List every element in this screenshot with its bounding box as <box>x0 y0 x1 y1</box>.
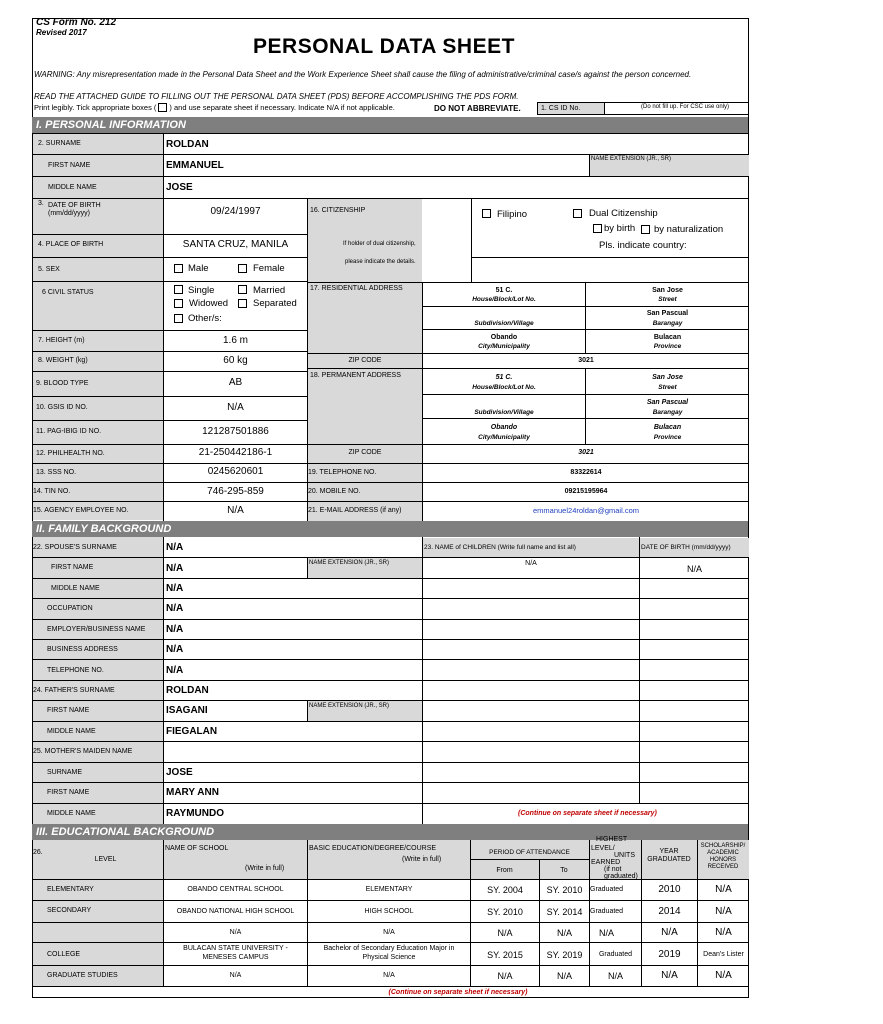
edu-units-college[interactable]: Graduated <box>598 951 633 958</box>
col-highest-d: EARNED <box>591 859 621 866</box>
children-dob-label: DATE OF BIRTH (mm/dd/yyyy) <box>641 544 731 551</box>
edu-to-graduate[interactable]: N/A <box>556 971 572 981</box>
edu-to-secondary[interactable]: SY. 2014 <box>546 907 583 917</box>
col-year-header: YEAR <box>659 848 679 855</box>
spouse-first-name-label: FIRST NAME <box>51 564 94 571</box>
occupation-label: OCCUPATION <box>47 605 93 612</box>
spouse-name-ext-label: NAME EXTENSION (JR., SR) <box>309 560 390 566</box>
edu-honors-vocational[interactable]: N/A <box>715 927 732 938</box>
edu-course-college-a[interactable]: Bachelor of Secondary Education Major in <box>323 945 455 952</box>
perm-barangay-label: Barangay <box>652 409 683 416</box>
spouse-first-name-value[interactable]: N/A <box>166 563 184 574</box>
dob-label-num: 3. <box>38 200 44 207</box>
civil-single-checkbox[interactable] <box>174 285 183 294</box>
col-course-header: BASIC EDUCATION/DEGREE/COURSE <box>309 845 437 852</box>
civil-widowed-label: Widowed <box>189 298 229 309</box>
tin-label: 14. TIN NO. <box>33 488 71 495</box>
perm-street-label: Street <box>658 384 677 391</box>
blood-type-value[interactable]: AB <box>228 377 243 388</box>
perm-subdivision-label: Subdivision/Village <box>474 409 534 416</box>
tick-sample-checkbox <box>158 103 167 112</box>
col-highest-header <box>590 836 641 880</box>
mother-first-name-value[interactable]: MARY ANN <box>166 787 219 798</box>
edu-year-college[interactable]: 2019 <box>658 949 681 960</box>
edu-to-elementary[interactable]: SY. 2010 <box>546 885 583 895</box>
father-first-name-value[interactable]: ISAGANI <box>166 705 208 716</box>
citizenship-note-a: If holder of dual citizenship, <box>343 241 416 247</box>
edu-school-elementary[interactable]: OBANDO CENTRAL SCHOOL <box>187 886 284 893</box>
dob-format-label: (mm/dd/yyyy) <box>48 210 90 217</box>
edu-units-elementary[interactable]: Graduated <box>590 886 624 893</box>
first-name-label: FIRST NAME <box>48 162 91 169</box>
education-number: 26. <box>33 849 43 856</box>
edu-year-graduate[interactable]: N/A <box>661 970 678 981</box>
spouse-telephone-value[interactable]: N/A <box>166 665 184 676</box>
weight-value[interactable]: 60 kg <box>223 355 248 366</box>
col-honors-header <box>697 843 749 871</box>
name-extension-label: NAME EXTENSION (JR., SR) <box>591 156 672 162</box>
section-family-background: II. FAMILY BACKGROUND <box>32 521 748 537</box>
page-title: PERSONAL DATA SHEET <box>253 35 515 58</box>
edu-year-elementary[interactable]: 2010 <box>658 884 681 895</box>
child-dob-value[interactable]: N/A <box>686 564 702 574</box>
dual-citizenship-label: Dual Citizenship <box>589 208 658 219</box>
col-highest-c: UNITS <box>614 852 635 859</box>
form-revision: Revised 2017 <box>36 28 87 37</box>
edu-honors-secondary[interactable]: N/A <box>715 906 732 917</box>
email-label: 21. E-MAIL ADDRESS (if any) <box>308 507 402 514</box>
pagibig-label: 11. PAG-IBIG ID NO. <box>36 428 102 435</box>
business-address-value[interactable]: N/A <box>166 644 184 655</box>
res-city-label: City/Municipality <box>478 343 530 350</box>
edu-school-college-a[interactable]: BULACAN STATE UNIVERSITY - <box>183 945 288 952</box>
edu-course-graduate[interactable]: N/A <box>383 972 395 979</box>
family-continue-note: (Continue on separate sheet if necessary) <box>518 810 657 817</box>
country-label: Pls. indicate country: <box>599 240 687 251</box>
edu-year-vocational[interactable]: N/A <box>661 927 678 938</box>
children-label: 23. NAME of CHILDREN (Write full name and list all) <box>424 544 576 551</box>
edu-to-college[interactable]: SY. 2019 <box>546 950 583 960</box>
col-honors-c: HONORS <box>709 857 737 863</box>
perm-zip-label: ZIP CODE <box>348 449 382 456</box>
sex-male-checkbox[interactable] <box>174 264 183 273</box>
employer-label: EMPLOYER/BUSINESS NAME <box>47 626 146 633</box>
citizenship-label: 16. CITIZENSHIP <box>310 207 366 214</box>
citizenship-note-b: please indicate the details. <box>345 259 416 265</box>
middle-name-value[interactable]: JOSE <box>166 182 193 193</box>
col-level-header: LEVEL <box>94 856 117 863</box>
edu-honors-college[interactable]: Dean's Lister <box>703 951 744 958</box>
philhealth-label: 12. PHILHEALTH NO. <box>36 450 105 457</box>
employer-value[interactable]: N/A <box>166 624 184 635</box>
education-level-column <box>33 879 163 986</box>
father-middle-name-value[interactable]: FIEGALAN <box>166 726 218 737</box>
edu-to-vocational[interactable]: N/A <box>556 928 572 938</box>
edu-units-graduate[interactable]: N/A <box>607 971 623 981</box>
mother-first-name-label: FIRST NAME <box>47 789 90 796</box>
res-province-label: Province <box>653 343 682 350</box>
pagibig-value[interactable]: 121287501886 <box>202 426 269 437</box>
form-number: CS Form No. 212 <box>36 17 117 28</box>
spouse-middle-name-value[interactable]: N/A <box>166 583 184 594</box>
res-zip-label: ZIP CODE <box>348 357 382 364</box>
occupation-value[interactable]: N/A <box>166 603 184 614</box>
sex-female-label: Female <box>253 263 285 274</box>
civil-widowed-checkbox[interactable] <box>174 299 183 308</box>
by-birth-label: by birth <box>604 223 636 234</box>
col-from-header: From <box>496 867 513 874</box>
spouse-telephone-label: TELEPHONE NO. <box>47 667 104 674</box>
edu-level-graduate: GRADUATE STUDIES <box>47 972 118 979</box>
perm-province-value[interactable]: Bulacan <box>653 424 682 431</box>
perm-province-label: Province <box>653 434 682 441</box>
perm-city-value[interactable]: Obando <box>490 424 518 431</box>
perm-street-value[interactable]: San Jose <box>652 374 683 381</box>
gsis-value[interactable]: N/A <box>227 402 244 413</box>
filipino-label: Filipino <box>497 209 528 220</box>
education-continue-note: (Continue on separate sheet if necessary) <box>388 989 528 996</box>
surname-value[interactable]: ROLDAN <box>166 139 209 150</box>
residential-address-label: 17. RESIDENTIAL ADDRESS <box>310 285 403 292</box>
perm-barangay-value[interactable]: San Pascual <box>646 399 689 406</box>
father-surname-value[interactable]: ROLDAN <box>166 685 209 696</box>
child-name-value[interactable]: N/A <box>525 560 537 567</box>
edu-school-college-b[interactable]: MENESES CAMPUS <box>202 954 269 961</box>
print-legibly-text <box>34 103 395 112</box>
edu-school-secondary[interactable]: OBANDO NATIONAL HIGH SCHOOL <box>176 908 295 915</box>
section-personal-information: I. PERSONAL INFORMATION <box>32 117 748 133</box>
edu-course-vocational[interactable]: N/A <box>383 929 395 936</box>
edu-honors-elementary[interactable]: N/A <box>715 884 732 895</box>
perm-zip-value[interactable]: 3021 <box>578 449 594 456</box>
spouse-middle-name-label: MIDDLE NAME <box>51 585 100 592</box>
col-school-header: NAME OF SCHOOL <box>165 845 229 852</box>
blood-type-label: 9. BLOOD TYPE <box>36 380 89 387</box>
warning-text: WARNING: Any misrepresentation made in the Personal Data Sheet and the Work Experience Sheet shall cause the filing of administrative/criminal case/s against the person concerned. <box>34 70 692 79</box>
height-value[interactable]: 1.6 m <box>222 335 248 346</box>
col-period-header: PERIOD OF ATTENDANCE <box>489 849 570 856</box>
perm-house-value[interactable]: 51 C. <box>495 374 513 381</box>
father-surname-label: 24. FATHER'S SURNAME <box>33 687 115 694</box>
mother-surname-value[interactable]: JOSE <box>166 767 193 778</box>
weight-label: 8. WEIGHT (kg) <box>38 357 88 364</box>
edu-honors-graduate[interactable]: N/A <box>715 970 732 981</box>
perm-house-label: House/Block/Lot No. <box>472 384 536 391</box>
place-of-birth-label: 4. PLACE OF BIRTH <box>38 241 104 248</box>
col-year-sub-header: GRADUATED <box>647 856 691 863</box>
father-name-ext-label: NAME EXTENSION (JR., SR) <box>309 703 390 709</box>
philhealth-value[interactable]: 21-250442186-1 <box>198 447 273 458</box>
col-highest-f: graduated) <box>604 873 638 880</box>
telephone-label: 19. TELEPHONE NO. <box>308 469 377 476</box>
filipino-checkbox[interactable] <box>482 209 491 218</box>
edu-from-secondary[interactable]: SY. 2010 <box>487 907 523 917</box>
res-province-value[interactable]: Bulacan <box>653 334 682 341</box>
edu-course-secondary[interactable]: HIGH SCHOOL <box>364 908 414 915</box>
do-not-abbreviate: DO NOT ABBREVIATE. <box>434 104 521 113</box>
by-naturalization-checkbox[interactable] <box>641 225 650 234</box>
col-to-header: To <box>560 867 568 874</box>
first-name-value[interactable]: EMMANUEL <box>166 160 224 171</box>
col-honors-b: ACADEMIC <box>707 850 739 856</box>
col-honors-a: SCHOLARSHIP/ <box>700 843 746 849</box>
sex-female-checkbox[interactable] <box>238 264 247 273</box>
print-legibly-b: ) and use separate sheet if necessary. Indicate N/A if not applicable. <box>169 103 395 112</box>
telephone-value[interactable]: 83322614 <box>570 469 602 476</box>
mobile-value[interactable]: 09215195964 <box>564 488 608 495</box>
civil-separated-checkbox[interactable] <box>238 299 247 308</box>
mother-maiden-name-label: 25. MOTHER'S MAIDEN NAME <box>33 748 133 755</box>
agency-employee-label: 15. AGENCY EMPLOYEE NO. <box>33 507 129 514</box>
civil-others-label: Other/s: <box>188 313 222 324</box>
edu-course-elementary[interactable]: ELEMENTARY <box>365 886 413 893</box>
col-highest-b: LEVEL/ <box>591 845 615 852</box>
edu-from-college[interactable]: SY. 2015 <box>487 950 523 960</box>
cs-id-label: 1. CS ID No. <box>537 102 605 115</box>
edu-from-elementary[interactable]: SY. 2004 <box>487 885 523 895</box>
middle-name-label: MIDDLE NAME <box>48 184 97 191</box>
agency-employee-value[interactable]: N/A <box>227 505 244 516</box>
mother-middle-name-value[interactable]: RAYMUNDO <box>166 808 224 819</box>
civil-married-label: Married <box>253 285 286 296</box>
email-value[interactable]: emmanuel24roldan@gmail.com <box>533 506 639 515</box>
col-highest-e: (if not <box>604 866 622 873</box>
mother-surname-label: SURNAME <box>47 769 83 776</box>
dual-citizenship-checkbox[interactable] <box>573 209 582 218</box>
edu-units-vocational[interactable]: N/A <box>598 928 614 938</box>
edu-from-graduate[interactable]: N/A <box>497 971 513 981</box>
res-barangay-label: Barangay <box>652 320 683 327</box>
edu-level-elementary: ELEMENTARY <box>47 886 94 893</box>
sss-value[interactable]: 0245620601 <box>207 466 264 477</box>
sex-label: 5. SEX <box>38 266 60 273</box>
print-legibly-a: Print legibly. Tick appropriate boxes ( <box>34 103 157 112</box>
edu-level-secondary: SECONDARY <box>47 907 92 914</box>
dob-label: DATE OF BIRTH <box>48 202 101 209</box>
edu-year-secondary[interactable]: 2014 <box>658 906 681 917</box>
surname-label: 2. SURNAME <box>38 140 81 147</box>
edu-units-secondary[interactable]: Graduated <box>590 908 624 915</box>
col-honors-d: RECEIVED <box>707 864 739 870</box>
edu-course-college-b[interactable]: Physical Science <box>362 954 416 961</box>
section-educational-background: III. EDUCATIONAL BACKGROUND <box>32 824 748 840</box>
res-house-value[interactable]: 51 C. <box>495 287 513 294</box>
gsis-label: 10. GSIS ID NO. <box>36 404 88 411</box>
read-guide-text: READ THE ATTACHED GUIDE TO FILLING OUT THE PERSONAL DATA SHEET (PDS) BEFORE ACCOMPLISHING THE PDS FORM. <box>34 92 519 101</box>
cs-id-note: (Do not fill up. For CSC use only) <box>641 104 730 110</box>
place-of-birth-value[interactable]: SANTA CRUZ, MANILA <box>182 239 289 250</box>
col-course-sub-header: (Write in full) <box>402 856 442 863</box>
father-middle-name-label: MIDDLE NAME <box>47 728 96 735</box>
spouse-surname-value[interactable]: N/A <box>166 542 184 553</box>
res-street-label: Street <box>658 296 677 303</box>
by-birth-checkbox[interactable] <box>593 224 602 233</box>
sex-male-label: Male <box>188 263 209 274</box>
permanent-address-label: 18. PERMANENT ADDRESS <box>310 372 401 379</box>
business-address-label: BUSINESS ADDRESS <box>47 646 118 653</box>
mother-middle-name-label: MIDDLE NAME <box>47 810 96 817</box>
edu-level-college: COLLEGE <box>47 951 81 958</box>
height-label: 7. HEIGHT (m) <box>38 337 85 344</box>
by-naturalization-label: by naturalization <box>654 224 724 235</box>
res-subdivision-label: Subdivision/Village <box>474 320 534 327</box>
res-barangay-value[interactable]: San Pascual <box>646 310 689 317</box>
spouse-surname-label: 22. SPOUSE'S SURNAME <box>33 544 117 551</box>
dob-value[interactable]: 09/24/1997 <box>210 206 261 217</box>
civil-status-label: 6 CIVIL STATUS <box>42 289 94 296</box>
father-first-name-label: FIRST NAME <box>47 707 90 714</box>
civil-single-label: Single <box>188 285 215 296</box>
col-highest-a: HIGHEST <box>596 836 628 843</box>
res-zip-value[interactable]: 3021 <box>578 357 594 364</box>
civil-separated-label: Separated <box>253 298 297 309</box>
col-school-sub-header: (Write in full) <box>245 865 285 872</box>
civil-others-checkbox[interactable] <box>174 314 183 323</box>
tin-value[interactable]: 746-295-859 <box>207 486 264 497</box>
res-street-value[interactable]: San Jose <box>652 287 683 294</box>
perm-city-label: City/Municipality <box>478 434 530 441</box>
edu-school-vocational[interactable]: N/A <box>229 929 242 936</box>
mobile-label: 20. MOBILE NO. <box>308 488 361 495</box>
res-house-label: House/Block/Lot No. <box>472 296 536 303</box>
res-city-value[interactable]: Obando <box>490 334 518 341</box>
edu-from-vocational[interactable]: N/A <box>497 928 513 938</box>
civil-married-checkbox[interactable] <box>238 285 247 294</box>
sss-label: 13. SSS NO. <box>36 469 77 476</box>
edu-school-graduate[interactable]: N/A <box>229 972 242 979</box>
